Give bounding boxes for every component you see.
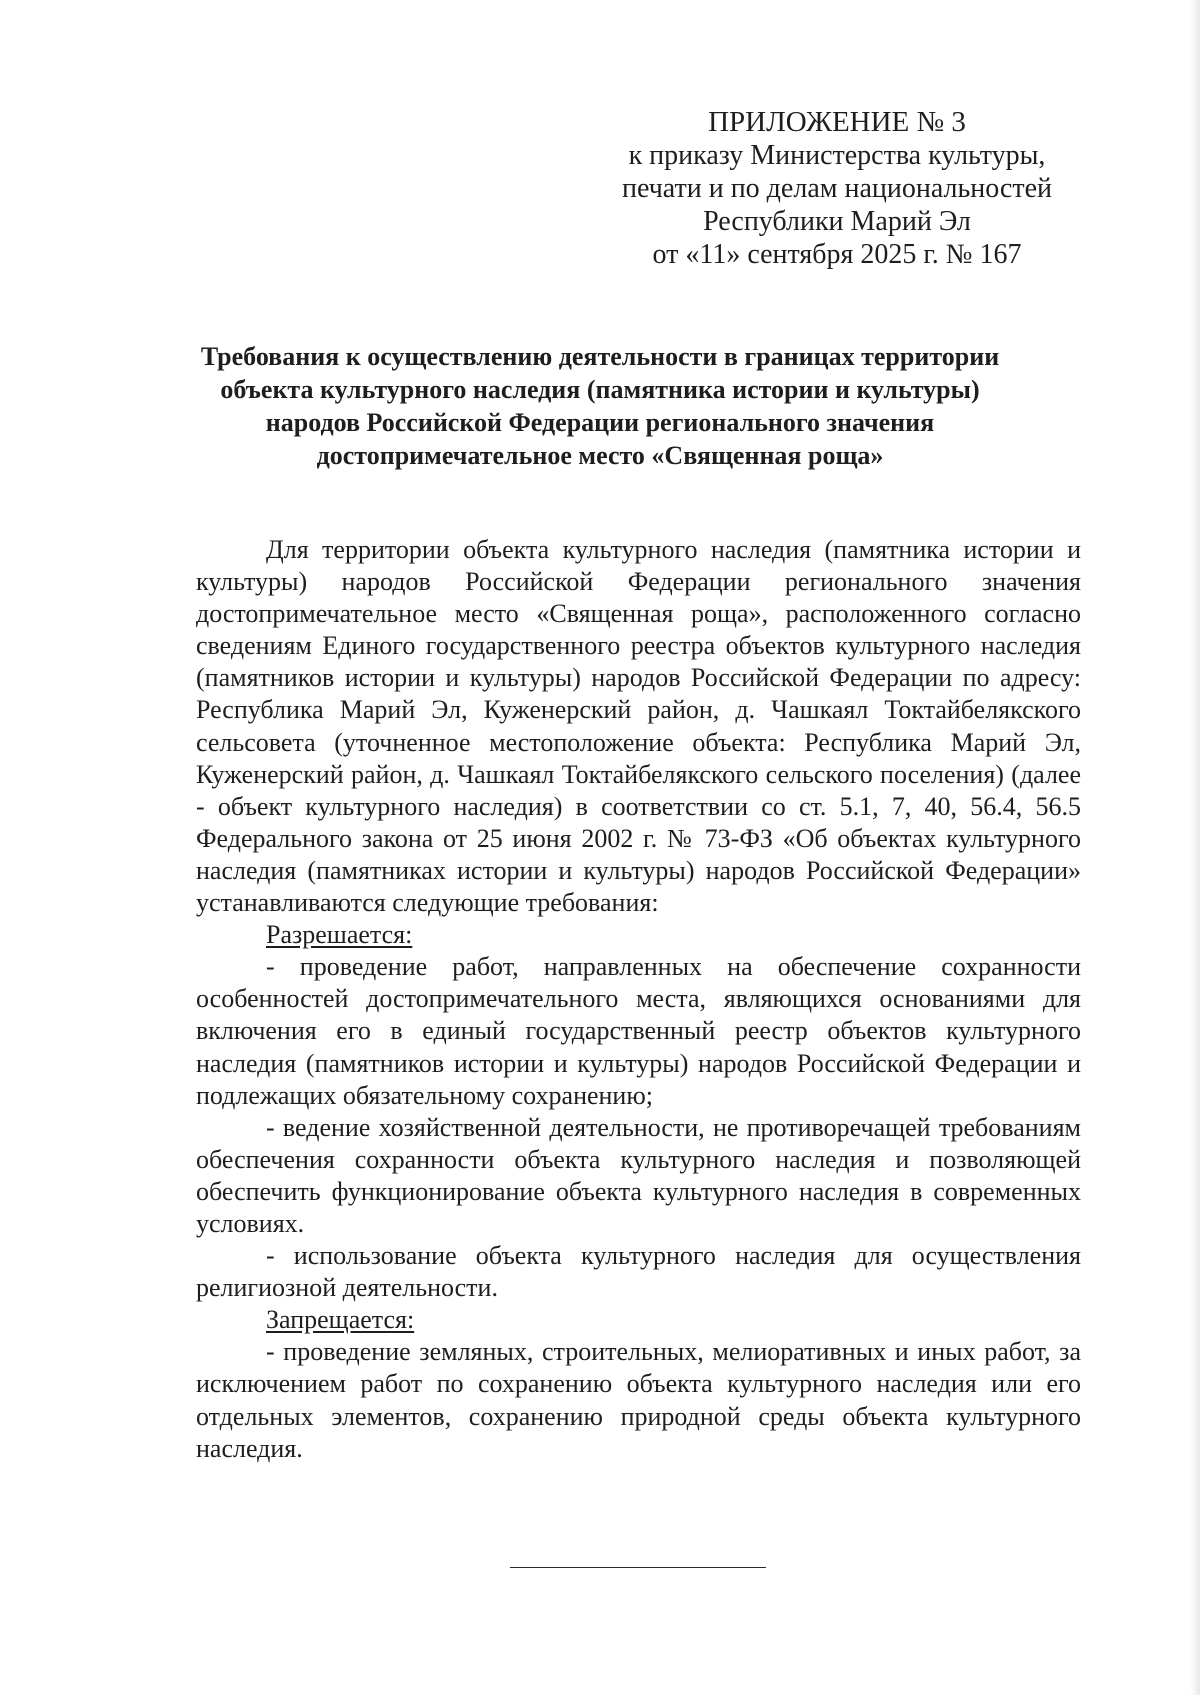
appendix-line: от «11» сентября 2025 г. № 167 <box>652 239 1022 270</box>
appendix-line: к приказу Министерства культуры, <box>628 140 1046 171</box>
document-body <box>196 534 1081 1465</box>
appendix-block <box>560 106 1114 271</box>
title-line: объекта культурного наследия (памятника истории и культуры) <box>220 375 980 404</box>
title-line: достопримечательное место «Священная роща» <box>316 441 884 470</box>
allowed-item: - использование объекта культурного наследия для осуществления религиозной деятельности. <box>196 1241 1081 1303</box>
document-title <box>120 340 1080 472</box>
allowed-label: Разрешается: <box>266 920 413 950</box>
appendix-heading: ПРИЛОЖЕНИЕ № 3 <box>708 106 966 138</box>
appendix-line: печати и по делам национальностей <box>621 173 1053 204</box>
page-edge-shadow <box>1190 0 1200 1695</box>
intro-paragraph: Для территории объекта культурного наследия (памятника истории и культуры) народов Российской Федерации регионального значения достопримечательное место «Священная роща», расположенного согласно сведениям Единого государственного реестра объектов культурного наследия (памятников истории и культуры) народов Российской Федерации по адресу: Республика Марий Эл, Куженерский район, д. Чашкаял Токтайбелякского сельсовета (уточненное местоположение объекта: Республика Марий Эл, Куженерский район, д. Чашкаял Токтайбелякского сельского поселения) (далее - объект культурного наследия) в соответствии со ст. 5.1, 7, 40, 56.4, 56.5 Федерального закона от 25 июня 2002 г. № 73-ФЗ «Об объектах культурного наследия (памятниках истории и культуры) народов Российской Федерации» устанавливаются следующие требования: <box>196 535 1081 918</box>
allowed-item: - проведение работ, направленных на обеспечение сохранности особенностей достопримечательного места, являющихся основаниями для включения его в единый государственный реестр объектов культурного наследия (памятников истории и культуры) народов Российской Федерации и подлежащих обязательному сохранению; <box>196 952 1081 1110</box>
appendix-line: Республики Марий Эл <box>703 206 971 237</box>
title-line: Требования к осуществлению деятельности в границах территории <box>200 342 1000 371</box>
forbidden-item: - проведение земляных, строительных, мелиоративных и иных работ, за исключением работ по сохранению объекта культурного наследия или его отдельных элементов, сохранению природной среды объекта культурного наследия. <box>196 1337 1081 1463</box>
footer-divider <box>510 1567 766 1568</box>
title-line: народов Российской Федерации регионального значения <box>265 408 935 437</box>
allowed-item: - ведение хозяйственной деятельности, не противоречащей требованиям обеспечения сохранности объекта культурного наследия и позволяющей обеспечить функционирование объекта культурного наследия в современных условиях. <box>196 1112 1081 1238</box>
forbidden-label: Запрещается: <box>266 1305 415 1335</box>
